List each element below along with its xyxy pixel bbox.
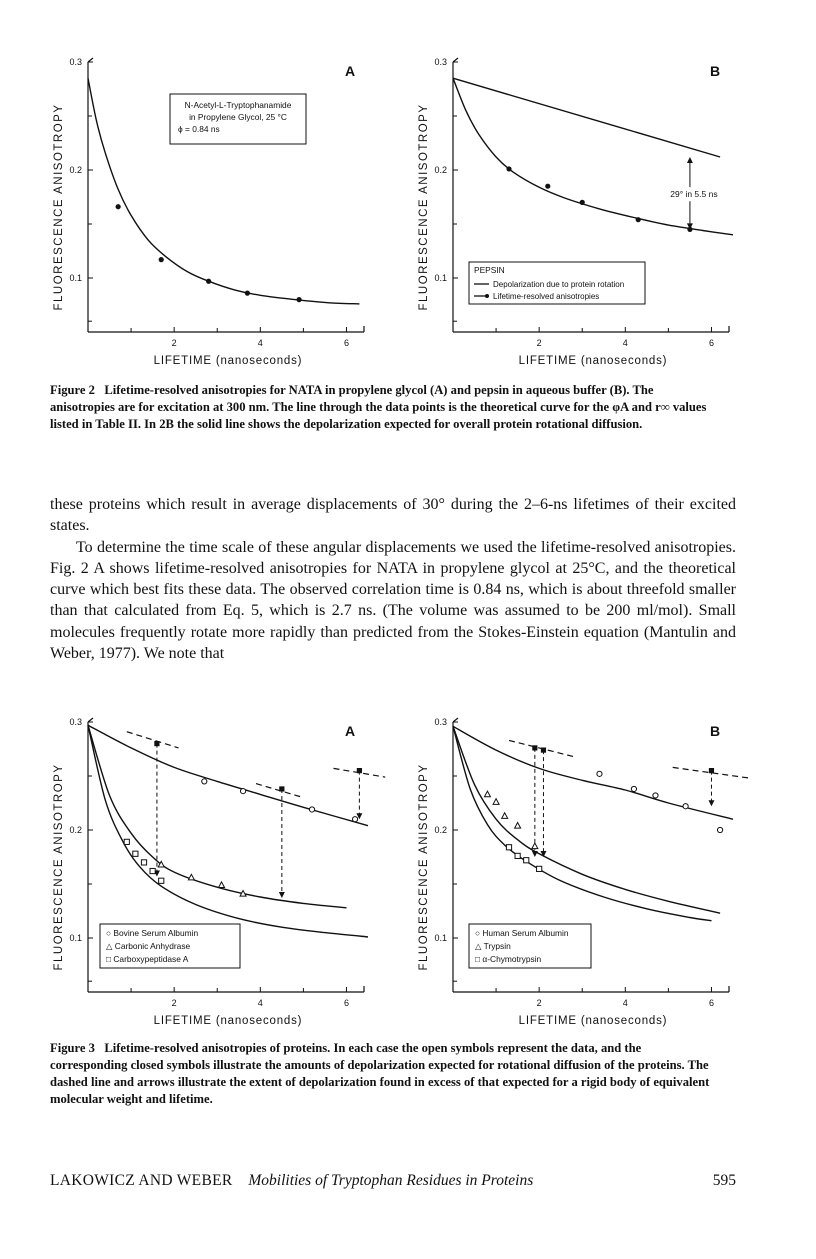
x-tick-label: 6 — [708, 338, 714, 348]
data-point-triangle — [188, 874, 194, 880]
figure2-caption — [50, 382, 720, 433]
depolarization-arrow-2-head — [540, 851, 546, 857]
data-point — [580, 200, 585, 205]
legend-line-1: ○ Human Serum Albumin — [475, 928, 569, 938]
data-point-circle — [597, 771, 602, 776]
data-point-circle — [653, 793, 658, 798]
closed-symbol-2 — [279, 786, 284, 791]
y-tick-label: 0.1 — [434, 933, 447, 943]
excess-arrow-up-head — [687, 157, 693, 163]
x-tick-label: 2 — [536, 338, 542, 348]
figure3-caption — [50, 1040, 720, 1108]
legend-line-1: ○ Bovine Serum Albumin — [106, 928, 199, 938]
x-tick-label: 4 — [622, 998, 628, 1008]
data-point-square — [159, 878, 164, 883]
x-tick-label: 4 — [257, 338, 263, 348]
y-tick-label: 0.2 — [434, 165, 447, 175]
y-tick-label: 0.1 — [69, 273, 82, 283]
legend-line-1: N-Acetyl-L-Tryptophanamide — [184, 100, 292, 110]
figure3-panel-a — [40, 710, 380, 1030]
legend-box — [100, 924, 240, 968]
y-tick-label: 0.3 — [69, 57, 82, 67]
legend-line-3: □ Carboxypeptidase A — [106, 954, 189, 964]
y-axis-label: FLUORESCENCE ANISOTROPY — [53, 103, 65, 311]
data-point — [636, 217, 641, 222]
data-point — [206, 279, 211, 284]
panel-label: A — [344, 63, 356, 79]
legend-box — [469, 924, 591, 968]
protein-rotation-line — [453, 78, 720, 157]
y-tick-label: 0.2 — [69, 825, 82, 835]
theory-curve-1 — [453, 78, 733, 235]
data-point-square — [537, 866, 542, 871]
y-axis-label: FLUORESCENCE ANISOTROPY — [418, 763, 430, 971]
data-point-triangle — [484, 791, 490, 797]
data-point-circle — [352, 817, 357, 822]
legend-box — [469, 262, 645, 304]
legend-line-1: Depolarization due to protein rotation — [493, 280, 625, 289]
theory-curve-1 — [88, 725, 368, 826]
figure3-caption-label: Figure 3 — [50, 1041, 95, 1055]
y-axis-label: FLUORESCENCE ANISOTROPY — [418, 103, 430, 311]
data-point — [159, 257, 164, 262]
body-paragraph-1: these proteins which result in average displacements of 30° during the 2–6-ns lifetimes of their excited states. — [50, 496, 736, 535]
legend-line-3: ϕ = 0.84 ns — [178, 124, 220, 134]
x-axis-label: LIFETIME (nanoseconds) — [153, 355, 303, 367]
x-axis-label: LIFETIME (nanoseconds) — [518, 355, 668, 367]
y-axis-label: FLUORESCENCE ANISOTROPY — [53, 763, 65, 971]
data-point-triangle — [493, 799, 499, 805]
data-point-circle — [240, 789, 245, 794]
data-point-square — [141, 860, 146, 865]
excess-dashed-line-1 — [127, 732, 179, 748]
legend-line-3: □ α-Chymotrypsin — [475, 954, 542, 964]
figure3-panel-b — [405, 710, 750, 1030]
data-point-triangle — [515, 822, 521, 828]
data-point-square — [524, 858, 529, 863]
data-point — [687, 227, 692, 232]
depolarization-arrow-1-head — [532, 851, 538, 857]
theory-curve-1 — [453, 726, 733, 819]
y-tick-label: 0.2 — [69, 165, 82, 175]
y-axis-top-tick — [88, 58, 93, 62]
data-point-triangle — [532, 843, 538, 849]
closed-symbol-1 — [532, 745, 537, 750]
data-point-circle — [309, 807, 314, 812]
legend-box — [170, 94, 306, 144]
closed-symbol-3 — [709, 768, 714, 773]
legend-line-2: in Propylene Glycol, 25 °C — [189, 112, 287, 122]
legend-line-2: △ Carbonic Anhydrase — [106, 941, 191, 951]
data-point — [296, 297, 301, 302]
data-point-triangle — [502, 813, 508, 819]
x-tick-label: 2 — [171, 338, 177, 348]
x-axis-label: LIFETIME (nanoseconds) — [518, 1015, 668, 1027]
x-tick-label: 2 — [536, 998, 542, 1008]
data-point-circle — [717, 827, 722, 832]
theory-curve-2 — [88, 725, 347, 908]
x-tick-label: 6 — [708, 998, 714, 1008]
y-axis-top-tick — [88, 718, 93, 722]
figure2-panel-a — [40, 50, 380, 370]
figure2-caption-label: Figure 2 — [50, 383, 95, 397]
closed-symbol-1 — [154, 741, 159, 746]
footer-title: Mobilities of Tryptophan Residues in Proteins — [248, 1172, 534, 1189]
data-point-circle — [631, 786, 636, 791]
y-tick-label: 0.3 — [434, 57, 447, 67]
data-point — [545, 184, 550, 189]
body-paragraph-2: To determine the time scale of these angular displacements we used the lifetime-resolved anisotropies. Fig. 2 A shows lifetime-resolved anisotropies for NATA in propylene glycol at 25°C, and the theoretical curve which best fits these data. The observed correlation time is 0.84 ns, which is about threefold smaller than that calculated from Eq. 5, which is 2.7 ns. (The volume was assumed to be 200 ml/mol). Small molecules frequently rotate more rapidly than predicted from the Stokes-Einstein equation (Mantulin and Weber, 1977). We note that — [50, 538, 736, 663]
theory-curve-3 — [453, 726, 712, 920]
panel-label: B — [709, 63, 721, 79]
figure2-panel-b — [405, 50, 750, 370]
x-tick-label: 6 — [343, 998, 349, 1008]
theory-curve-2 — [453, 726, 720, 913]
y-tick-label: 0.3 — [434, 717, 447, 727]
panel-label: A — [344, 723, 356, 739]
panel-label: B — [709, 723, 721, 739]
y-tick-label: 0.1 — [434, 273, 447, 283]
data-point-square — [515, 853, 520, 858]
x-tick-label: 4 — [257, 998, 263, 1008]
data-point-triangle — [219, 882, 225, 888]
body-text — [50, 494, 736, 664]
data-point-square — [506, 845, 511, 850]
legend-dot — [485, 294, 489, 298]
figure3-caption-text: Lifetime-resolved anisotropies of proteins. In each case the open symbols represent the data, and the corresponding closed symbols illustrate the amounts of depolarization expected for rotational diffusion of the proteins. The dashed line and arrows illustrate the extent of depolarization found in excess of that expected for a rigid body of equivalent molecular weight and lifetime. — [50, 1041, 710, 1106]
legend-title: PEPSIN — [474, 265, 505, 275]
closed-symbol-2 — [541, 747, 546, 752]
closed-symbol-3 — [357, 768, 362, 773]
data-point — [506, 166, 511, 171]
page-footer — [50, 1172, 736, 1190]
footer-authors: LAKOWICZ AND WEBER — [50, 1172, 233, 1189]
legend-line-2: Lifetime-resolved anisotropies — [493, 292, 600, 301]
data-point-square — [124, 839, 129, 844]
x-axis-label: LIFETIME (nanoseconds) — [153, 1015, 303, 1027]
data-point-circle — [202, 779, 207, 784]
legend-line-2: △ Trypsin — [475, 941, 511, 951]
data-point — [116, 204, 121, 209]
y-tick-label: 0.3 — [69, 717, 82, 727]
y-axis-top-tick — [453, 718, 458, 722]
y-tick-label: 0.2 — [434, 825, 447, 835]
annotation-29-degrees: 29° in 5.5 ns — [670, 189, 718, 200]
x-tick-label: 2 — [171, 998, 177, 1008]
x-tick-label: 4 — [622, 338, 628, 348]
page-number: 595 — [712, 1172, 736, 1189]
y-axis-top-tick — [453, 58, 458, 62]
depolarization-arrow-2-head — [279, 892, 285, 898]
data-point — [245, 291, 250, 296]
data-point-circle — [683, 804, 688, 809]
figure2-caption-text: Lifetime-resolved anisotropies for NATA in propylene glycol (A) and pepsin in aqueous buffer (B). The anisotropies are for excitation at 300 nm. The line through the data points is the theoretical curve for the φA and r∞ values listed in Table II. In 2B the solid line shows the depolarization expected for overall protein rotational diffusion. — [50, 383, 707, 431]
data-point-square — [150, 868, 155, 873]
x-tick-label: 6 — [343, 338, 349, 348]
data-point-square — [133, 851, 138, 856]
y-tick-label: 0.1 — [69, 933, 82, 943]
depolarization-arrow-3-head — [708, 800, 714, 806]
